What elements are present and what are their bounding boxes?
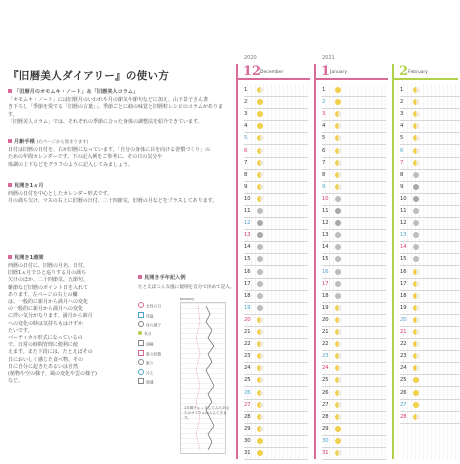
month-number: 1 — [321, 64, 331, 79]
example-body: たとえばこんな風に規則を自分で決めて記入。 — [138, 285, 235, 290]
moon-phase-icon — [335, 402, 341, 408]
section-monthly-body: 西暦の日付を中心としたカレンダー形式です。 月の満ち欠け、マスの右上に旧暦の日付、二十四節気、旧暦の月などをプラスしてあります。 — [8, 191, 218, 205]
month-number: 2 — [399, 64, 409, 79]
month-name: February — [408, 70, 428, 75]
moon-phase-icon — [413, 353, 419, 359]
moon-phase-icon — [257, 99, 263, 105]
day-number: 26 — [400, 389, 407, 396]
day-number: 22 — [400, 341, 407, 348]
day-row[interactable] — [322, 447, 386, 460]
moon-phase-icon — [413, 184, 419, 190]
moon-phase-icon — [335, 232, 341, 238]
moon-phase-icon — [335, 293, 341, 299]
section-monthly — [8, 182, 232, 206]
moon-phase-icon — [413, 160, 419, 166]
moon-phase-icon — [257, 123, 263, 129]
day-number: 25 — [400, 377, 407, 384]
day-number: 11 — [322, 208, 329, 214]
moon-phase-icon — [257, 390, 263, 396]
moon-phase-icon — [413, 172, 419, 178]
day-number: 3 — [322, 111, 326, 118]
day-number: 4 — [400, 123, 404, 130]
moon-phase-icon — [257, 365, 263, 371]
day-number: 18 — [244, 292, 251, 299]
moon-phase-icon — [335, 220, 341, 226]
moon-phase-icon — [335, 377, 341, 383]
day-number: 16 — [244, 268, 251, 275]
year-label: 2020 — [244, 55, 257, 61]
day-number: 6 — [400, 147, 404, 154]
moon-phase-icon — [335, 365, 341, 371]
day-number: 14 — [322, 244, 329, 251]
mini-month-label: January — [180, 296, 195, 301]
moon-phase-icon — [413, 341, 419, 347]
day-number: 19 — [400, 304, 407, 311]
day-number: 4 — [322, 123, 326, 130]
section-weekly — [8, 254, 116, 385]
legend-icon — [138, 340, 144, 346]
day-number: 2 — [400, 99, 404, 106]
day-number: 16 — [400, 268, 407, 275]
day-number: 23 — [244, 353, 251, 360]
section-moon-diary — [8, 138, 232, 169]
day-grid — [244, 84, 308, 460]
day-number: 22 — [322, 341, 329, 348]
day-number: 20 — [400, 316, 407, 323]
section-weekly-head: 見開き1週間 — [14, 255, 44, 261]
day-number: 26 — [322, 389, 329, 396]
left-page — [8, 0, 235, 460]
moon-phase-icon — [257, 450, 263, 456]
legend-icon — [138, 331, 142, 335]
day-number: 25 — [322, 377, 329, 384]
moon-phase-icon — [413, 135, 419, 141]
day-number: 11 — [400, 208, 407, 214]
month-accent-bar — [392, 64, 394, 459]
moon-phase-icon — [335, 135, 341, 141]
day-row[interactable] — [400, 411, 460, 424]
day-number: 9 — [322, 183, 326, 190]
moon-phase-icon — [335, 87, 341, 93]
moon-phase-icon — [335, 256, 341, 262]
day-number: 1 — [244, 87, 248, 93]
day-number: 27 — [400, 401, 407, 408]
day-number: 10 — [244, 195, 251, 202]
moon-phase-icon — [257, 220, 263, 226]
section-monthly-head: 見開き1ヵ月 — [14, 183, 44, 189]
day-number: 13 — [400, 232, 407, 239]
day-number: 15 — [244, 256, 251, 263]
day-number: 10 — [400, 195, 407, 202]
day-number: 7 — [400, 159, 404, 166]
day-number: 23 — [322, 353, 329, 360]
day-number: 2 — [322, 99, 326, 106]
moon-phase-icon — [413, 390, 419, 396]
day-number: 24 — [322, 365, 329, 372]
moon-phase-icon — [257, 172, 263, 178]
moon-phase-icon — [257, 135, 263, 141]
day-number: 15 — [322, 256, 329, 263]
moon-phase-icon — [257, 293, 263, 299]
moon-phase-icon — [413, 232, 419, 238]
day-number: 3 — [400, 111, 404, 118]
moon-phase-icon — [257, 269, 263, 275]
moon-phase-icon — [413, 414, 419, 420]
day-grid — [400, 84, 458, 460]
day-number: 16 — [322, 268, 329, 275]
month-name: January — [330, 70, 348, 75]
moon-phase-icon — [257, 244, 263, 250]
section-moon-diary-note: (右ページから始まります) — [36, 140, 89, 145]
day-number: 25 — [244, 377, 251, 384]
day-number: 20 — [244, 316, 251, 323]
day-number: 13 — [322, 232, 329, 239]
moon-phase-icon — [413, 329, 419, 335]
month-name: December — [260, 70, 284, 75]
moon-phase-icon — [413, 317, 419, 323]
legend-icon — [138, 302, 144, 308]
day-number: 12 — [400, 220, 407, 227]
moon-phase-icon — [413, 256, 419, 262]
moon-phase-icon — [413, 293, 419, 299]
moon-phase-icon — [413, 111, 419, 117]
day-number: 20 — [322, 316, 329, 323]
moon-phase-icon — [335, 353, 341, 359]
moon-phase-icon — [257, 402, 263, 408]
month-accent-bar — [236, 64, 238, 459]
day-number: 3 — [244, 111, 248, 118]
day-number: 14 — [400, 244, 407, 251]
day-number: 28 — [400, 413, 407, 420]
day-number: 27 — [244, 401, 251, 408]
day-number: 18 — [322, 292, 329, 299]
day-number: 6 — [322, 147, 326, 154]
moon-phase-icon — [335, 414, 341, 420]
legend-icon — [138, 378, 144, 384]
day-number: 30 — [244, 437, 251, 444]
moon-phase-icon — [413, 123, 419, 129]
legend-icon — [138, 350, 144, 356]
moon-phase-icon — [257, 232, 263, 238]
moon-phase-icon — [257, 111, 263, 117]
moon-phase-icon — [257, 160, 263, 166]
day-number: 7 — [322, 159, 326, 166]
day-number: 17 — [400, 280, 407, 287]
moon-phase-icon — [413, 377, 419, 383]
moon-phase-icon — [257, 341, 263, 347]
page-title: 『旧暦美人ダイアリー』の使い方 — [8, 70, 170, 82]
day-number: 15 — [400, 256, 407, 263]
day-number: 23 — [400, 353, 407, 360]
day-number: 9 — [400, 183, 404, 190]
day-number: 17 — [244, 280, 251, 287]
moon-phase-icon — [257, 414, 263, 420]
moon-phase-icon — [335, 244, 341, 250]
day-number: 31 — [322, 450, 329, 456]
moon-phase-icon — [335, 269, 341, 275]
moon-phase-icon — [335, 160, 341, 166]
day-number: 21 — [322, 329, 329, 335]
day-number: 4 — [244, 123, 248, 130]
moon-phase-icon — [413, 196, 419, 202]
moon-phase-icon — [257, 329, 263, 335]
day-number: 1 — [322, 87, 326, 93]
day-number: 2 — [244, 99, 248, 106]
month-column-february — [392, 55, 460, 459]
moon-phase-icon — [257, 148, 263, 154]
moon-phase-icon — [257, 305, 263, 311]
moon-phase-icon — [335, 390, 341, 396]
moon-phase-icon — [257, 184, 263, 190]
moon-phase-icon — [335, 426, 341, 432]
month-column-january — [314, 55, 390, 459]
moon-phase-icon — [257, 377, 263, 383]
example-legend: 女性の日 体温 体の調子 気分 頭痛 肌の状態 眠り 冷え 便通 — [138, 302, 178, 388]
moon-phase-icon — [335, 317, 341, 323]
moon-phase-icon — [335, 281, 341, 287]
example-illustration — [138, 274, 236, 464]
year-label: 2021 — [322, 55, 335, 61]
day-number: 14 — [244, 244, 251, 251]
moon-phase-icon — [257, 196, 263, 202]
day-number: 28 — [322, 413, 329, 420]
moon-phase-icon — [335, 305, 341, 311]
moon-phase-icon — [335, 184, 341, 190]
section-notes-head: 「旧暦月のオモムキ・ノート」＆「旧暦美人コラム」 — [14, 89, 139, 95]
day-row[interactable] — [244, 447, 308, 460]
mood-graph-line — [180, 302, 224, 452]
moon-phase-icon — [413, 87, 419, 93]
moon-phase-icon — [335, 438, 341, 444]
moon-phase-icon — [335, 196, 341, 202]
day-number: 8 — [400, 171, 404, 178]
moon-phase-icon — [335, 208, 341, 214]
day-number: 21 — [244, 329, 251, 335]
day-number: 24 — [244, 365, 251, 372]
moon-phase-icon — [413, 281, 419, 287]
day-number: 31 — [244, 450, 251, 456]
moon-phase-icon — [335, 172, 341, 178]
day-number: 8 — [322, 171, 326, 178]
day-number: 6 — [244, 147, 248, 154]
day-number: 18 — [400, 292, 407, 299]
day-number: 12 — [244, 220, 251, 227]
day-number: 28 — [244, 413, 251, 420]
day-number: 30 — [322, 437, 329, 444]
day-number: 1 — [400, 87, 404, 93]
moon-phase-icon — [335, 111, 341, 117]
moon-phase-icon — [257, 87, 263, 93]
month-column-december — [236, 55, 312, 459]
moon-phase-icon — [335, 329, 341, 335]
moon-phase-icon — [335, 148, 341, 154]
moon-phase-icon — [257, 208, 263, 214]
day-number: 22 — [244, 341, 251, 348]
day-number: 26 — [244, 389, 251, 396]
day-number: 8 — [244, 171, 248, 178]
moon-phase-icon — [413, 208, 419, 214]
moon-phase-icon — [257, 438, 263, 444]
legend-icon — [138, 312, 144, 318]
example-head: 見開き手年記入例 — [144, 275, 186, 281]
moon-phase-icon — [413, 244, 419, 250]
moon-phase-icon — [413, 269, 419, 275]
day-number: 21 — [400, 329, 407, 335]
day-number: 19 — [322, 304, 329, 311]
section-notes — [8, 88, 232, 127]
section-notes-body: 「オモムキ・ノート」には旧暦月のいわれや月の節気や節句などに加え、山下景子さん書 き下ろし「季節を愛でる「旧暦の言葉」」、季節ごとに勧の味覚と旧暦粒レシピのコラムがあります。 「旧暦美人コラム」では、それぞれの季節に合った身体の調整法を紹介できています。 — [8, 97, 223, 126]
section-moon-diary-body: 日付は旧暦の日付を、右が旧暦になっています。「自分の身体に目を向ける習慣づくり」の ための年間カレンダーです。下の記入例をご参考に、その日の気分や 体調の上下などをグラフのように記入してみましょう。 — [8, 147, 211, 168]
day-number: 29 — [244, 425, 251, 432]
day-number: 17 — [322, 280, 329, 287]
day-number: 5 — [400, 135, 404, 142]
moon-phase-icon — [257, 353, 263, 359]
day-number: 24 — [400, 365, 407, 372]
moon-phase-icon — [335, 450, 341, 456]
right-page-calendar — [236, 55, 460, 460]
day-number: 9 — [244, 183, 248, 190]
moon-phase-icon — [335, 123, 341, 129]
moon-phase-icon — [257, 426, 263, 432]
moon-phase-icon — [257, 256, 263, 262]
day-number: 5 — [322, 135, 326, 142]
legend-icon — [138, 359, 144, 365]
moon-phase-icon — [257, 281, 263, 287]
moon-phase-icon — [335, 99, 341, 105]
day-number: 7 — [244, 159, 248, 166]
day-number: 27 — [322, 401, 329, 408]
legend-icon — [138, 321, 144, 327]
moon-phase-icon — [257, 317, 263, 323]
section-weekly-body: 西暦の日付に、旧暦の月名、日付、 旧暦1ヵ月でひと巡りする月の満ち 欠けのほか、二十四節気、五節句、 雑節など旧暦のポイント日を入れて あります。左ページの右上の欄 は、一般的に新月から満月への変化 の一般的に新月から満月への変化 に伴い気分がなります。満月から新月 への変化の時は気持ちもはけずか たいです。 バーティカル形式になっているの で、日常の時間管理に便利に使 えます。また下段には、たとえばその 日においしく感じた食べ物、その 日に自分に起きたあるいは自然 (植物や空の様子、風の変化や雲の様子) など。 — [8, 263, 97, 385]
day-number: 12 — [322, 220, 329, 227]
moon-phase-icon — [335, 341, 341, 347]
day-number: 29 — [322, 425, 329, 432]
day-number: 10 — [322, 195, 329, 202]
moon-phase-icon — [413, 305, 419, 311]
day-grid — [322, 84, 386, 460]
day-number: 11 — [244, 208, 251, 214]
legend-icon — [138, 369, 144, 375]
month-accent-bar — [314, 64, 316, 459]
moon-phase-icon — [413, 220, 419, 226]
moon-phase-icon — [413, 99, 419, 105]
day-number: 5 — [244, 135, 248, 142]
mini-note: 1年間チェックしてみたあなたのサイクルがみえてきます。 — [184, 406, 230, 420]
moon-phase-icon — [413, 402, 419, 408]
section-moon-diary-head: 月齢手帳 — [14, 139, 35, 145]
month-number: 12 — [243, 64, 262, 79]
moon-phase-icon — [413, 365, 419, 371]
moon-phase-icon — [413, 148, 419, 154]
day-number: 19 — [244, 304, 251, 311]
day-number: 13 — [244, 232, 251, 239]
